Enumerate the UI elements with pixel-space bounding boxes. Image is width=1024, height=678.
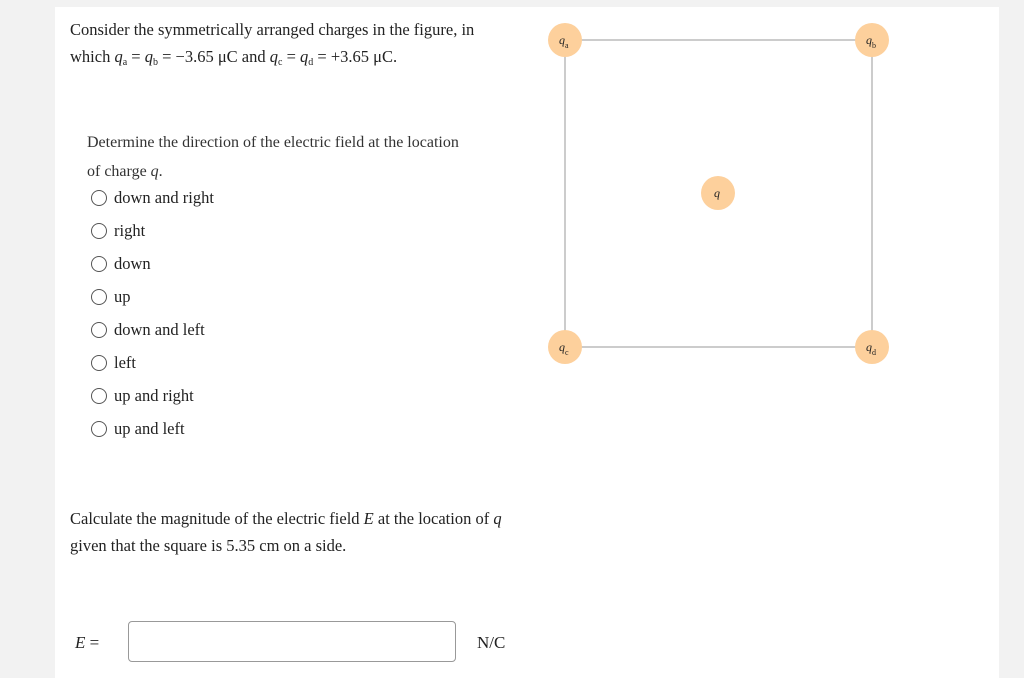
sub-a: a xyxy=(122,57,128,68)
charge-label: q xyxy=(866,340,872,354)
answer-label xyxy=(75,633,99,653)
charge-sub: a xyxy=(565,41,569,50)
charge-qb xyxy=(855,23,889,57)
magnitude-question xyxy=(70,505,520,559)
option-label: up xyxy=(114,287,131,306)
answer-unit: N/C xyxy=(477,633,506,652)
charge-sub: d xyxy=(872,348,876,357)
var-qc: q xyxy=(269,47,279,66)
intro-which: which xyxy=(70,47,115,66)
option-up[interactable] xyxy=(91,284,291,310)
charge-sub: b xyxy=(872,41,876,50)
sub-b: b xyxy=(152,57,158,68)
option-down[interactable] xyxy=(91,251,291,277)
option-up-and-right[interactable] xyxy=(91,383,291,409)
option-label: up and left xyxy=(114,419,185,438)
var-qd: q xyxy=(300,47,309,66)
charge-label: q xyxy=(559,340,565,354)
charge-circle xyxy=(855,330,889,364)
direction-question xyxy=(87,128,467,186)
answer-equals: = xyxy=(85,633,100,652)
radio-button[interactable] xyxy=(91,421,107,437)
problem-statement xyxy=(70,16,510,76)
radio-button[interactable] xyxy=(91,289,107,305)
magnitude-question-text: Calculate the magnitude of the electric field xyxy=(70,509,364,528)
var-qa: q xyxy=(114,47,123,66)
option-label: down xyxy=(114,254,151,273)
option-left[interactable] xyxy=(91,350,291,376)
var-q: q xyxy=(150,163,159,180)
sub-c: c xyxy=(278,57,283,68)
answer-var: E xyxy=(75,633,86,652)
magnitude-question-mid: at the location of xyxy=(373,509,494,528)
charge-square-figure xyxy=(525,7,899,387)
option-right[interactable] xyxy=(91,218,291,244)
charge-qd xyxy=(855,330,889,364)
option-up-and-left[interactable] xyxy=(91,416,291,442)
intro-line1: Consider the symmetrically arranged charges in the figure, in xyxy=(70,20,475,39)
charge-circle xyxy=(548,330,582,364)
option-down-and-right[interactable] xyxy=(91,185,291,211)
var-E: E xyxy=(363,509,374,528)
intro-val1: = −3.65 μC and xyxy=(157,47,270,66)
option-down-and-left[interactable] xyxy=(91,317,291,343)
charge-sub: c xyxy=(565,348,569,357)
intro-eq1: = xyxy=(127,47,145,66)
sub-d: d xyxy=(308,57,314,68)
option-label: down and left xyxy=(114,320,205,339)
charge-label: q xyxy=(866,33,872,47)
charge-circle xyxy=(548,23,582,57)
magnitude-question-end: given that the square is 5.35 cm on a side. xyxy=(70,536,347,555)
option-label: up and right xyxy=(114,386,194,405)
charge-label: q xyxy=(714,186,720,200)
charge-qc xyxy=(548,330,582,364)
direction-question-text: Determine the direction of the electric field at the location of charge xyxy=(87,134,459,180)
charge-circle xyxy=(855,23,889,57)
intro-eq2: = xyxy=(282,47,301,66)
option-label: right xyxy=(114,221,146,240)
radio-button[interactable] xyxy=(91,256,107,272)
radio-button[interactable] xyxy=(91,223,107,239)
option-label: left xyxy=(114,353,136,372)
radio-button[interactable] xyxy=(91,190,107,206)
magnitude-answer-input[interactable] xyxy=(128,621,456,662)
charge-qa xyxy=(548,23,582,57)
option-label: down and right xyxy=(114,188,214,207)
question-card xyxy=(55,7,999,678)
radio-button[interactable] xyxy=(91,322,107,338)
var-q: q xyxy=(493,509,502,528)
radio-button[interactable] xyxy=(91,355,107,371)
direction-question-end: . xyxy=(158,163,163,180)
intro-val2: = +3.65 μC. xyxy=(313,47,398,66)
charge-q xyxy=(701,176,735,210)
var-qb: q xyxy=(144,47,153,66)
charge-label: q xyxy=(559,33,565,47)
radio-button[interactable] xyxy=(91,388,107,404)
